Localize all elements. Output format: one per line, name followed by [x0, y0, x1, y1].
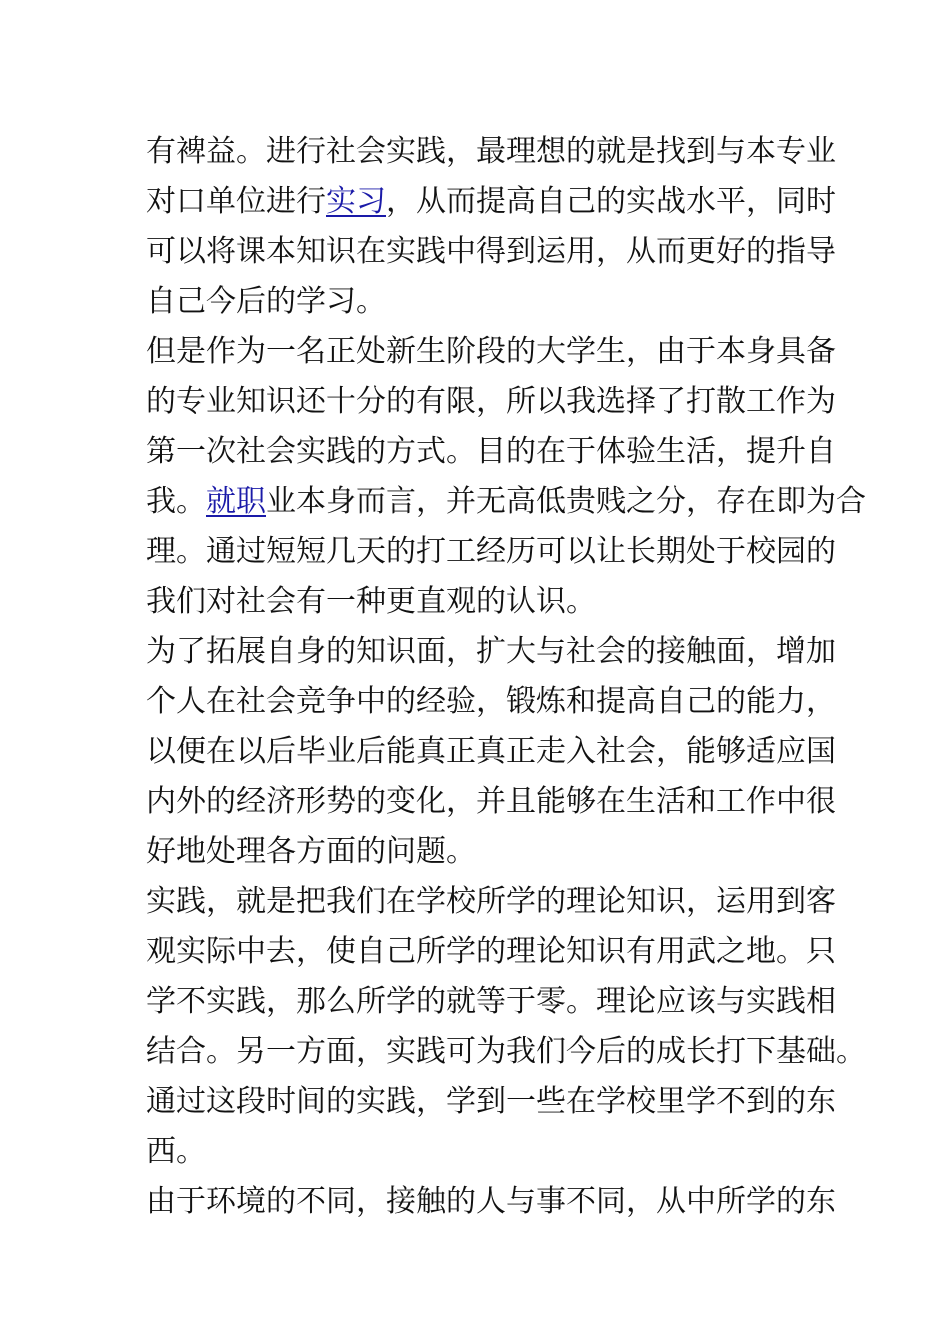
text-line-20: 通过这段时间的实践，学到一些在学校里学不到的东: [146, 1084, 836, 1119]
text-line-21: 西。: [146, 1134, 206, 1169]
text-line-3: 可以将课本知识在实践中得到运用，从而更好的指导: [146, 234, 836, 269]
text-line-4: 自己今后的学习。: [146, 284, 386, 319]
text-line-17: 观实际中去，使自己所学的理论知识有用武之地。只: [146, 934, 836, 969]
text-line-6: 的专业知识还十分的有限，所以我选择了打散工作为: [146, 384, 836, 419]
text-line-19: 结合。另一方面，实践可为我们今后的成长打下基础。: [146, 1034, 866, 1069]
text-line-7: 第一次社会实践的方式。目的在于体验生活，提升自: [146, 434, 836, 469]
text-line-8-before: 我。: [146, 484, 206, 519]
text-line-12: 个人在社会竞争中的经验，锻炼和提高自己的能力，: [146, 684, 836, 719]
document-body: [146, 127, 866, 1227]
text-line-8-after: 业本身而言，并无高低贵贱之分，存在即为合: [266, 484, 866, 519]
text-line-13: 以便在以后毕业后能真正真正走入社会，能够适应国: [146, 734, 836, 769]
text-line-15: 好地处理各方面的问题。: [146, 834, 476, 869]
text-line-22: 由于环境的不同，接触的人与事不同，从中所学的东: [146, 1184, 836, 1219]
text-line-2: [146, 177, 836, 227]
text-line-18: 学不实践，那么所学的就等于零。理论应该与实践相: [146, 984, 836, 1019]
text-line-8: [146, 477, 866, 527]
text-line-5: 但是作为一名正处新生阶段的大学生，由于本身具备: [146, 334, 836, 369]
link-jiuzhi[interactable]: 就职: [206, 484, 266, 519]
text-line-16: 实践，就是把我们在学校所学的理论知识，运用到客: [146, 884, 836, 919]
text-line-1: 有裨益。进行社会实践，最理想的就是找到与本专业: [146, 134, 836, 169]
text-line-10: 我们对社会有一种更直观的认识。: [146, 584, 596, 619]
text-line-2-after: ，从而提高自己的实战水平，同时: [386, 184, 836, 219]
text-line-11: 为了拓展自身的知识面，扩大与社会的接触面，增加: [146, 634, 836, 669]
text-line-14: 内外的经济形势的变化，并且能够在生活和工作中很: [146, 784, 836, 819]
text-line-9: 理。通过短短几天的打工经历可以让长期处于校园的: [146, 534, 836, 569]
link-shixi[interactable]: 实习: [326, 184, 386, 219]
text-line-2-before: 对口单位进行: [146, 184, 326, 219]
